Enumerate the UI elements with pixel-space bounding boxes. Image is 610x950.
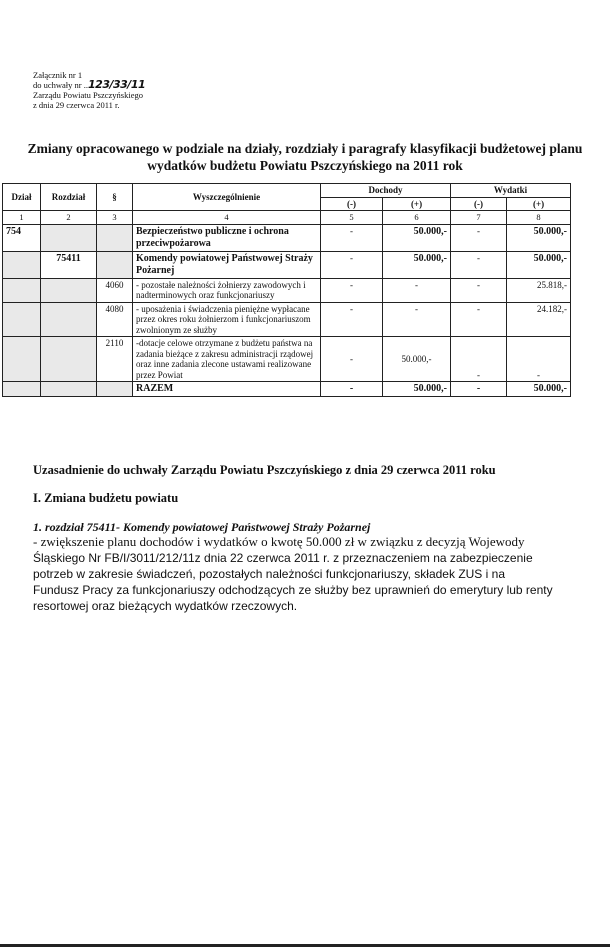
header-wyszczegolnienie: Wyszczególnienie <box>133 184 321 211</box>
cell-wydatki-minus: - <box>451 278 507 302</box>
column-number: 7 <box>451 211 507 225</box>
table-row-total <box>3 382 571 397</box>
cell-rozdzial: 75411 <box>41 251 97 278</box>
cell-paragraf: 4060 <box>97 278 133 302</box>
table-row-paragraf <box>3 337 571 382</box>
justification-paragraph <box>33 534 553 614</box>
cell-total-empty <box>97 382 133 397</box>
budget-table <box>2 183 571 397</box>
cell-dochody-plus: - <box>383 278 451 302</box>
column-number: 2 <box>41 211 97 225</box>
cell-rozdzial <box>41 278 97 302</box>
cell-dochody-plus: 50.000,- <box>383 251 451 278</box>
header-wydatki: Wydatki <box>451 184 571 198</box>
cell-dzial: 754 <box>3 224 41 251</box>
cell-wydatki-minus: - <box>451 302 507 337</box>
column-number: 8 <box>507 211 571 225</box>
header-dochody-plus: (+) <box>383 197 451 211</box>
column-number: 3 <box>97 211 133 225</box>
cell-wydatki-minus: - <box>451 251 507 278</box>
document-title <box>20 140 590 174</box>
total-label: RAZEM <box>133 382 321 397</box>
table-row-rozdzial <box>3 251 571 278</box>
column-number-row <box>3 211 571 225</box>
header-dzial: Dział <box>3 184 41 211</box>
column-number: 4 <box>133 211 321 225</box>
cell-paragraf <box>97 251 133 278</box>
cell-dochody-minus: - <box>321 302 383 337</box>
header-dochody-minus: (-) <box>321 197 383 211</box>
justification-title: Uzasadnienie do uchwały Zarządu Powiatu Pszczyńskiego z dnia 29 czerwca 2011 roku <box>33 463 496 477</box>
column-number: 5 <box>321 211 383 225</box>
attachment-number: Załącznik nr 1 <box>33 70 83 80</box>
handwritten-resolution-number: 123/33/11 <box>88 78 146 91</box>
total-wydatki-plus: 50.000,- <box>507 382 571 397</box>
cell-opis: Bezpieczeństwo publiczne i ochrona przeciwpożarowa <box>133 224 321 251</box>
table-row-dzial <box>3 224 571 251</box>
header-paragraf: § <box>97 184 133 211</box>
cell-wydatki-plus: 50.000,- <box>507 251 571 278</box>
cell-wydatki-plus: 24.182,- <box>507 302 571 337</box>
table-row-paragraf <box>3 302 571 337</box>
resolution-number-line <box>33 80 145 90</box>
paragraph-body: Śląskiego Nr FB/I/3011/212/11z dnia 22 czerwca 2011 r. z przeznaczeniem na zabezpieczenie potrzeb w zakresie świadczeń, pozostałych należności funkcjonariuszy, składek ZUS i na Fundusz Pracy za funkcjonariuszy odchodzących ze służby bez uprawnień do emerytury lub renty resortowej oraz bieżących wydatków rzeczowych. <box>33 551 553 613</box>
cell-wydatki-minus: - <box>451 224 507 251</box>
header-rozdzial: Rozdział <box>41 184 97 211</box>
cell-rozdzial <box>41 224 97 251</box>
cell-dzial <box>3 278 41 302</box>
cell-dochody-minus: - <box>321 224 383 251</box>
cell-dochody-plus: - <box>383 302 451 337</box>
cell-dochody-plus: 50.000,- <box>383 224 451 251</box>
cell-dzial <box>3 251 41 278</box>
title-line-2: wydatków budżetu Powiatu Pszczyńskiego na 2011 rok <box>147 158 463 173</box>
column-number: 1 <box>3 211 41 225</box>
cell-paragraf: 2110 <box>97 337 133 382</box>
cell-rozdzial <box>41 302 97 337</box>
page-bottom-edge <box>0 944 610 947</box>
issuer-line: Zarządu Powiatu Pszczyńskiego <box>33 90 143 100</box>
header-dochody: Dochody <box>321 184 451 198</box>
table-row-paragraf <box>3 278 571 302</box>
cell-wydatki-minus: - <box>451 337 507 382</box>
cell-dochody-minus: - <box>321 278 383 302</box>
resolution-prefix: do uchwały nr .. <box>33 80 89 90</box>
cell-opis: - uposażenia i świadczenia pieniężne wypłacane przez okres roku żołnierzom i funkcjonariuszom zwolnionym ze służby <box>133 302 321 337</box>
cell-wydatki-plus: 50.000,- <box>507 224 571 251</box>
cell-dochody-plus: 50.000,- <box>383 337 451 382</box>
header-row-1 <box>3 184 571 198</box>
subsection-title: 1. rozdział 75411- Komendy powiatowej Państwowej Straży Pożarnej <box>33 520 371 534</box>
column-number: 6 <box>383 211 451 225</box>
cell-dzial <box>3 302 41 337</box>
title-line-1: Zmiany opracowanego w podziale na działy, rozdziały i paragrafy klasyfikacji budżetowej planu <box>27 141 583 156</box>
cell-opis: -dotacje celowe otrzymane z budżetu państwa na zadania bieżące z zakresu administracji rządowej oraz inne zadania zlecone ustawami realizowane przez Powiat <box>133 337 321 382</box>
header-wydatki-minus: (-) <box>451 197 507 211</box>
cell-paragraf <box>97 224 133 251</box>
cell-opis: - pozostałe należności żołnierzy zawodowych i nadterminowych oraz funkcjonariuszy <box>133 278 321 302</box>
cell-rozdzial <box>41 337 97 382</box>
cell-opis: Komendy powiatowej Państwowej Straży Pożarnej <box>133 251 321 278</box>
section-title: I. Zmiana budżetu powiatu <box>33 491 179 505</box>
paragraph-first-line: - zwiększenie planu dochodów i wydatków o kwotę 50.000 zł w związku z decyzją Wojewody <box>33 534 525 549</box>
cell-total-empty <box>3 382 41 397</box>
cell-dochody-minus: - <box>321 337 383 382</box>
header-wydatki-plus: (+) <box>507 197 571 211</box>
total-dochody-minus: - <box>321 382 383 397</box>
date-line: z dnia 29 czerwca 2011 r. <box>33 100 120 110</box>
attachment-header <box>33 70 145 110</box>
cell-paragraf: 4080 <box>97 302 133 337</box>
total-dochody-plus: 50.000,- <box>383 382 451 397</box>
total-wydatki-minus: - <box>451 382 507 397</box>
cell-wydatki-plus: - <box>507 337 571 382</box>
cell-dochody-minus: - <box>321 251 383 278</box>
cell-total-empty <box>41 382 97 397</box>
cell-wydatki-plus: 25.818,- <box>507 278 571 302</box>
cell-dzial <box>3 337 41 382</box>
